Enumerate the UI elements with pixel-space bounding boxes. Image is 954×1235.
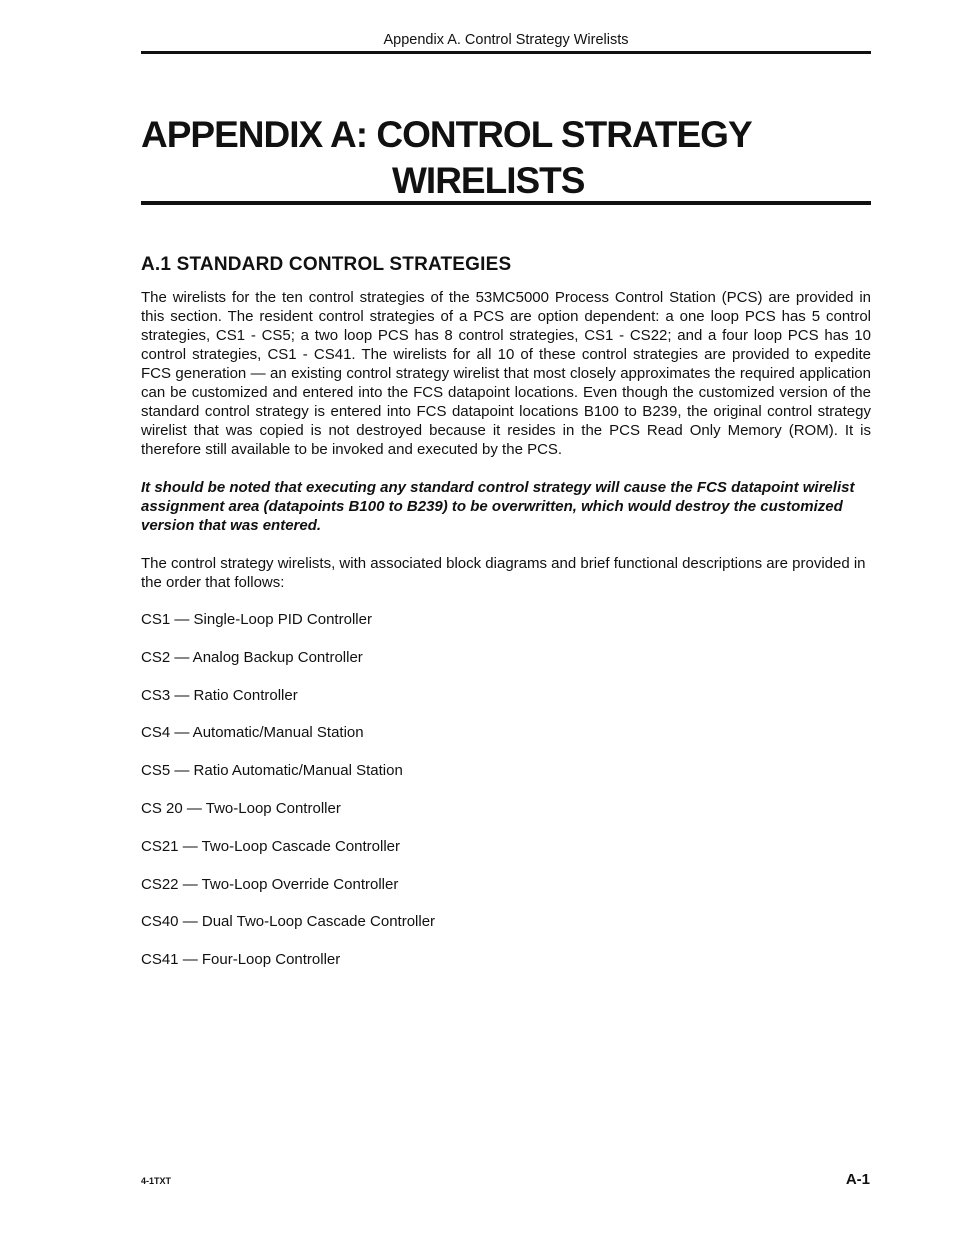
list-item: CS 20 — Two-Loop Controller bbox=[141, 799, 341, 817]
header-rule bbox=[141, 51, 871, 54]
strategy-list bbox=[141, 610, 871, 969]
list-item: CS3 — Ratio Controller bbox=[141, 686, 298, 704]
warning-note: It should be noted that executing any standard control strategy will cause the FCS datapoint wirelist assignment area (datapoints B100 to B239) to be overwritten, which would destroy the customized version that was entered. bbox=[141, 479, 855, 534]
section-heading: A.1 STANDARD CONTROL STRATEGIES bbox=[141, 254, 512, 275]
chapter-title-line-2: WIRELISTS bbox=[392, 160, 585, 201]
section-body bbox=[141, 288, 871, 969]
list-item: CS41 — Four-Loop Controller bbox=[141, 951, 341, 969]
title-rule bbox=[141, 201, 871, 205]
list-item: CS40 — Dual Two-Loop Cascade Controller bbox=[141, 913, 436, 931]
list-item: CS22 — Two-Loop Override Controller bbox=[141, 875, 399, 893]
list-item: CS5 — Ratio Automatic/Manual Station bbox=[141, 762, 403, 780]
running-header: Appendix A. Control Strategy Wirelists bbox=[383, 32, 629, 48]
list-item: CS21 — Two-Loop Cascade Controller bbox=[141, 837, 401, 855]
intro-paragraph: The wirelists for the ten control strategies of the 53MC5000 Process Control Station (PCS) are provided in this section. The resident control strategies of a PCS are option dependent: a one loop PCS has 5 control strategies, CS1 - CS5; a two loop PCS has 8 control strategies, CS1 - CS22; and a four loop PCS has 10 control strategies, CS1 - CS41. The wirelists for all 10 of these control strategies are provided to expedite FCS generation — an existing control strategy wirelist that most closely approximates the required application can be customized and entered into the FCS datapoint locations. Even though the customized version of the standard control strategy is entered into FCS datapoint locations B100 to B239, the original control strategy wirelist that was copied is not destroyed because it resides in the PCS Read Only Memory (ROM). It is therefore still available to be invoked and executed by the PCS. bbox=[141, 289, 871, 458]
chapter-title-line-1: APPENDIX A: CONTROL STRATEGY bbox=[141, 114, 752, 155]
list-item: CS2 — Analog Backup Controller bbox=[141, 648, 363, 666]
document-code: 4-1TXT bbox=[141, 1176, 172, 1186]
list-item: CS4 — Automatic/Manual Station bbox=[141, 724, 364, 742]
order-intro-paragraph: The control strategy wirelists, with associated block diagrams and brief functional descriptions are provided in the order that follows: bbox=[141, 555, 866, 591]
chapter-title bbox=[141, 112, 871, 204]
page-number: A-1 bbox=[845, 1171, 870, 1188]
list-item: CS1 — Single-Loop PID Controller bbox=[141, 611, 372, 628]
